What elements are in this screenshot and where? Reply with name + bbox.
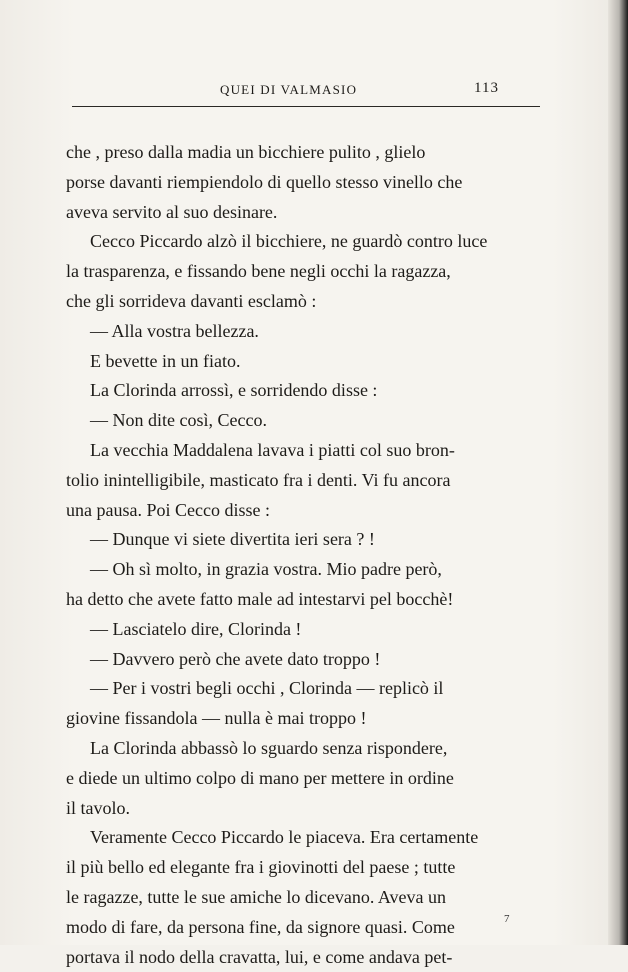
text-line: ha detto che avete fatto male ad intestarvi pel bocchè!	[66, 588, 454, 609]
text-line: una pausa. Poi Cecco disse :	[66, 499, 270, 520]
text-line: e diede un ultimo colpo di mano per mettere in ordine	[66, 767, 454, 788]
text-line: che gli sorrideva davanti esclamò :	[66, 290, 317, 311]
text-line: E bevette in un fiato.	[90, 350, 241, 371]
text-line: aveva servito al suo desinare.	[66, 201, 278, 222]
text-line: La Clorinda arrossì, e sorridendo disse :	[90, 380, 378, 401]
text-line: la trasparenza, e fissando bene negli occhi la ragazza,	[66, 261, 451, 282]
text-line: — Alla vostra bellezza.	[90, 320, 259, 341]
text-line: — Lasciatelo dire, Clorinda !	[90, 618, 302, 639]
page-edge-shadow	[608, 0, 628, 945]
signature-mark: 7	[504, 913, 510, 925]
text-line: porse davanti riempiendolo di quello stesso vinello che	[66, 171, 463, 192]
running-title: QUEI DI VALMASIO	[220, 82, 358, 97]
text-line: — Per i vostri begli occhi , Clorinda — replicò il	[90, 678, 444, 699]
text-line: che , preso dalla madia un bicchiere pulito , glielo	[66, 142, 426, 162]
text-line: tolio inintelligibile, masticato fra i denti. Vi fu ancora	[66, 469, 451, 490]
header-rule	[72, 106, 540, 107]
text-line: La vecchia Maddalena lavava i piatti col suo bron-	[90, 439, 455, 460]
text-line: — Non dite così, Cecco.	[90, 410, 267, 431]
text-line: il più bello ed elegante fra i giovinotti del paese ; tutte	[66, 857, 456, 878]
text-line: portava il nodo della cravatta, lui, e come andava pet-	[66, 946, 453, 967]
text-line: il tavolo.	[66, 797, 130, 818]
text-line: — Oh sì molto, in grazia vostra. Mio padre però,	[90, 559, 442, 580]
text-line: Cecco Piccardo alzò il bicchiere, ne guardò contro luce	[90, 231, 488, 252]
body-text	[66, 138, 540, 972]
text-line: — Dunque vi siete divertita ieri sera ? !	[90, 529, 375, 550]
text-line: le ragazze, tutte le sue amiche lo dicevano. Aveva un	[66, 886, 446, 907]
text-line: La Clorinda abbassò lo sguardo senza rispondere,	[90, 737, 448, 758]
text-line: modo di fare, da persona fine, da signore quasi. Come	[66, 916, 455, 937]
text-line: — Davvero però che avete dato troppo !	[90, 648, 381, 669]
page-number: 113	[474, 80, 499, 96]
text-line: Veramente Cecco Piccardo le piaceva. Era certamente	[90, 827, 479, 848]
text-line: giovine fissandola — nulla è mai troppo !	[66, 708, 367, 729]
